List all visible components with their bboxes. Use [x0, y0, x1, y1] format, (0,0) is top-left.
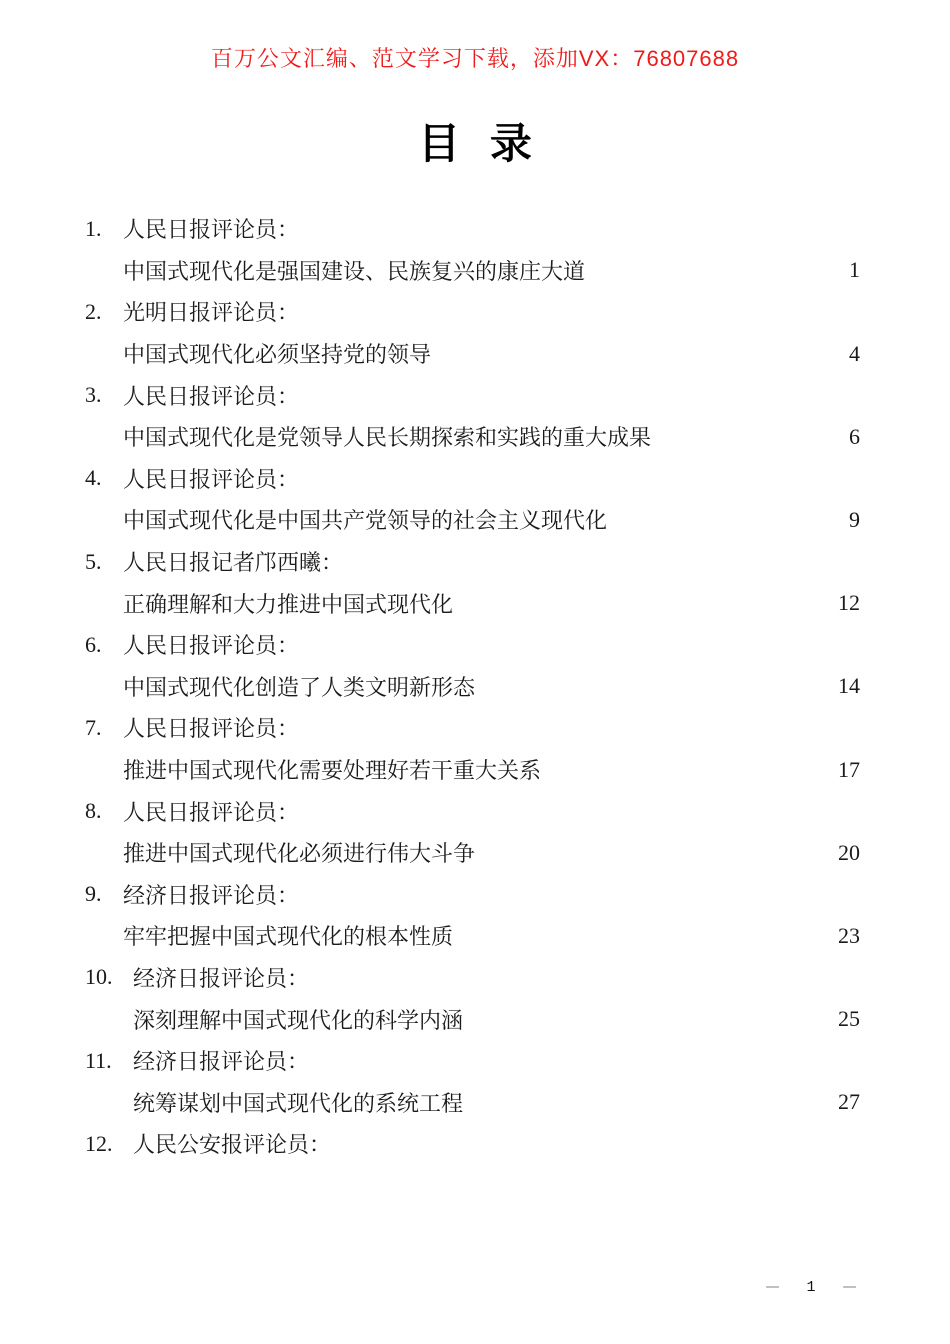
- entry-number: 10.: [85, 964, 113, 990]
- entry-title: 正确理解和大力推进中国式现代化: [123, 591, 454, 617]
- toc-entry: [85, 624, 860, 707]
- entry-page-number: 27: [838, 1089, 860, 1115]
- entry-page-number: 1: [849, 257, 860, 283]
- entry-source: 人民日报记者邝西曦：: [123, 550, 344, 576]
- entry-number: 7.: [85, 714, 102, 740]
- footer-dash-right: —: [843, 1279, 856, 1296]
- entry-source: 人民日报评论员：: [123, 716, 300, 742]
- entry-source: 光明日报评论员：: [123, 300, 300, 326]
- toc-entry: [85, 874, 860, 957]
- footer-page-number: 1: [806, 1279, 816, 1296]
- entry-source: 人民日报评论员：: [123, 383, 300, 409]
- entry-source: 人民日报评论员：: [123, 799, 300, 825]
- entry-title: 牢牢把握中国式现代化的根本性质: [123, 924, 454, 950]
- toc-entry: [85, 291, 860, 374]
- entry-number: 8.: [85, 798, 102, 824]
- entry-title: 推进中国式现代化必须进行伟大斗争: [123, 841, 476, 867]
- entry-source: 人民日报评论员：: [123, 217, 300, 243]
- entry-source: 人民日报评论员：: [123, 633, 300, 659]
- entry-number: 5.: [85, 548, 102, 574]
- toc-entry: [85, 374, 860, 457]
- entry-source: 人民日报评论员：: [123, 466, 300, 492]
- page-title: 目 录: [418, 120, 532, 167]
- toc-entry: [85, 957, 860, 1040]
- toc-entry: [85, 707, 860, 790]
- toc-entry: [85, 541, 860, 624]
- entry-number: 4.: [85, 465, 102, 491]
- entry-page-number: 4: [849, 340, 860, 366]
- entry-page-number: 6: [849, 423, 860, 449]
- entry-number: 3.: [85, 382, 102, 408]
- entry-title: 中国式现代化是中国共产党领导的社会主义现代化: [123, 508, 608, 534]
- page-footer: [768, 1279, 854, 1296]
- entry-page-number: 9: [849, 506, 860, 532]
- entry-source: 经济日报评论员：: [123, 882, 300, 908]
- entry-title: 中国式现代化必须坚持党的领导: [123, 342, 432, 368]
- entry-title: 中国式现代化是强国建设、民族复兴的康庄大道: [123, 258, 586, 284]
- toc-entry: [85, 1040, 860, 1123]
- entry-source: 人民公安报评论员：: [133, 1132, 332, 1158]
- entry-page-number: 14: [838, 673, 860, 699]
- toc-entry: [85, 208, 860, 291]
- entry-source: 经济日报评论员：: [133, 965, 310, 991]
- entry-title: 中国式现代化创造了人类文明新形态: [123, 674, 476, 700]
- header-notice: 百万公文汇编、范文学习下载，添加VX：76807688: [210, 46, 740, 71]
- toc-entry: [85, 1123, 860, 1165]
- entry-source: 经济日报评论员：: [133, 1049, 310, 1075]
- footer-dash-left: —: [766, 1279, 779, 1296]
- entry-page-number: 25: [838, 1006, 860, 1032]
- entry-title: 中国式现代化是党领导人民长期探索和实践的重大成果: [123, 425, 652, 451]
- entry-number: 9.: [85, 881, 102, 907]
- entry-title: 推进中国式现代化需要处理好若干重大关系: [123, 758, 542, 784]
- entry-number: 2.: [85, 298, 102, 324]
- entry-title: 统筹谋划中国式现代化的系统工程: [133, 1090, 464, 1116]
- table-of-contents: [85, 208, 860, 1165]
- toc-entry: [85, 458, 860, 541]
- entry-page-number: 23: [838, 922, 860, 948]
- entry-page-number: 20: [838, 839, 860, 865]
- entry-title: 深刻理解中国式现代化的科学内涵: [133, 1007, 464, 1033]
- entry-number: 12.: [85, 1130, 113, 1156]
- entry-number: 1.: [85, 215, 102, 241]
- entry-page-number: 12: [838, 590, 860, 616]
- entry-number: 11.: [85, 1047, 112, 1073]
- entry-number: 6.: [85, 631, 102, 657]
- toc-entry: [85, 790, 860, 873]
- entry-page-number: 17: [838, 756, 860, 782]
